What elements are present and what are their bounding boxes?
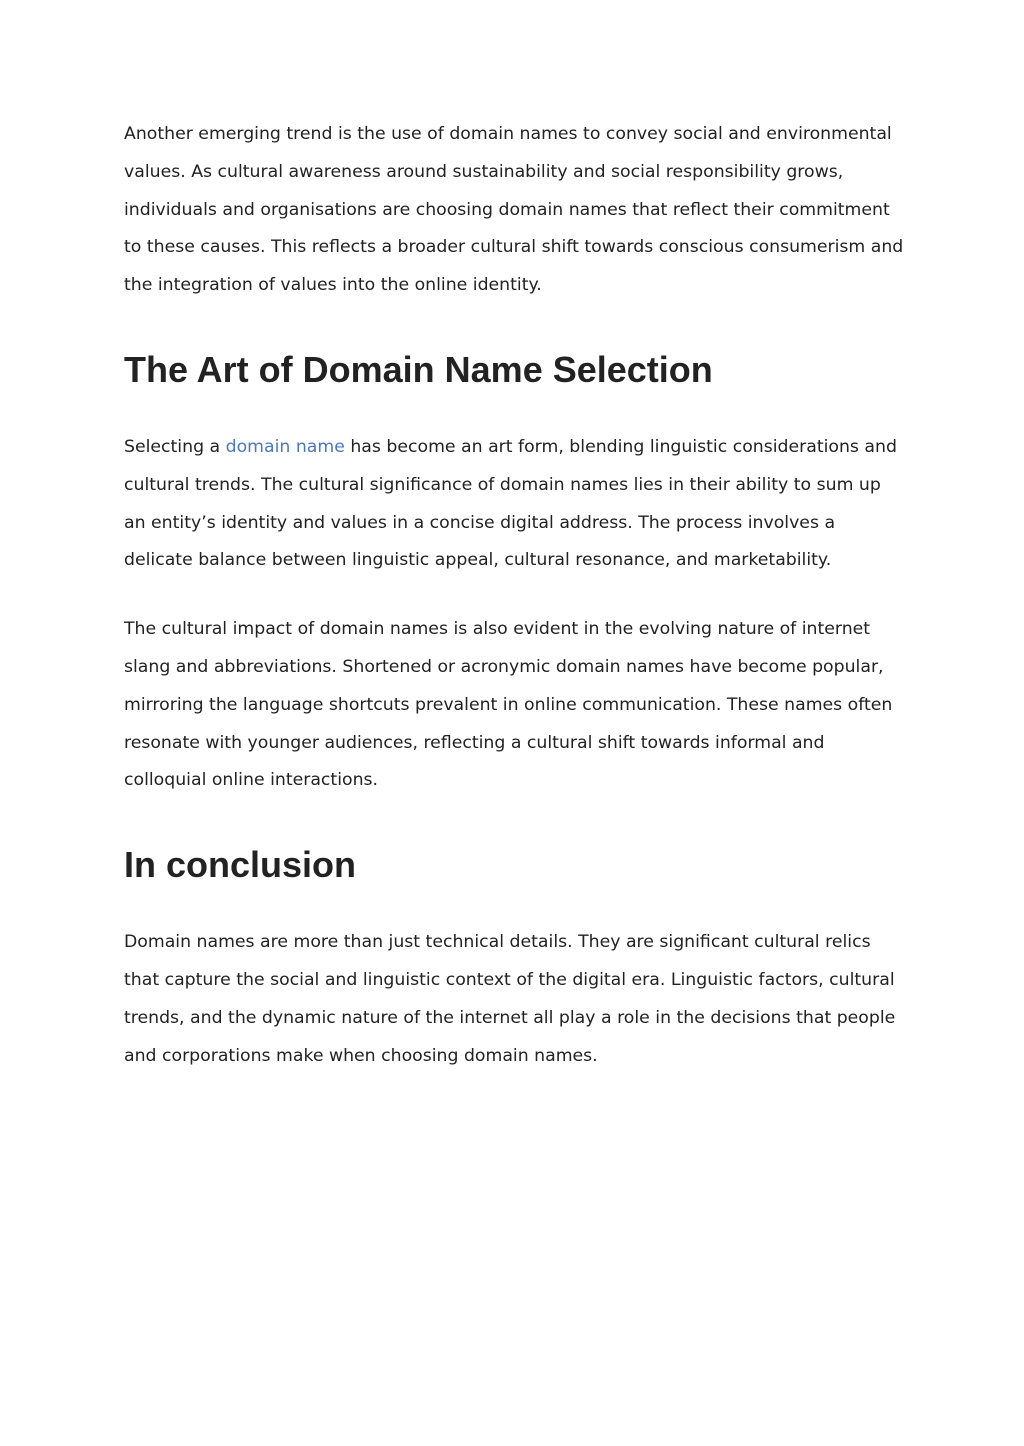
section-heading-domain-selection: The Art of Domain Name Selection <box>124 348 713 390</box>
conclusion-paragraph: Domain names are more than just technical details. They are significant cultural relics that capture the social and linguistic context of the digital era. Linguistic factors, cultural trends, and the dynamic nature of the internet all play a role in the decisions that people and corporations make when choosing domain names. <box>124 932 896 1066</box>
paragraph-text-after-link: has become an art form, blending linguistic considerations and cultural trends. The cultural significance of domain names lies in their ability to sum up an entity’s identity and values in a concise digital address. The process involves a delicate balance between linguistic appeal, cultural resonance, and marketability. <box>124 436 897 571</box>
domain-name-link[interactable]: domain name <box>225 436 345 457</box>
cultural-impact-paragraph: The cultural impact of domain names is also evident in the evolving nature of internet slang and abbreviations. Shortened or acronymic domain names have become popular, mirroring the language shortcuts prevalent in online communication. These names often resonate with younger audiences, reflecting a cultural shift towards informal and colloquial online interactions. <box>124 619 893 791</box>
domain-selection-paragraph <box>124 429 904 580</box>
article-body <box>124 116 904 1075</box>
paragraph-text-before-link: Selecting a <box>124 436 226 457</box>
intro-paragraph: Another emerging trend is the use of domain names to convey social and environmental values. As cultural awareness around sustainability and social responsibility grows, individuals and organisations are choosing domain names that reflect their commitment to these causes. This reflects a broader cultural shift towards conscious consumerism and the integration of values into the online identity. <box>124 124 904 296</box>
section-heading-conclusion: In conclusion <box>124 844 357 886</box>
